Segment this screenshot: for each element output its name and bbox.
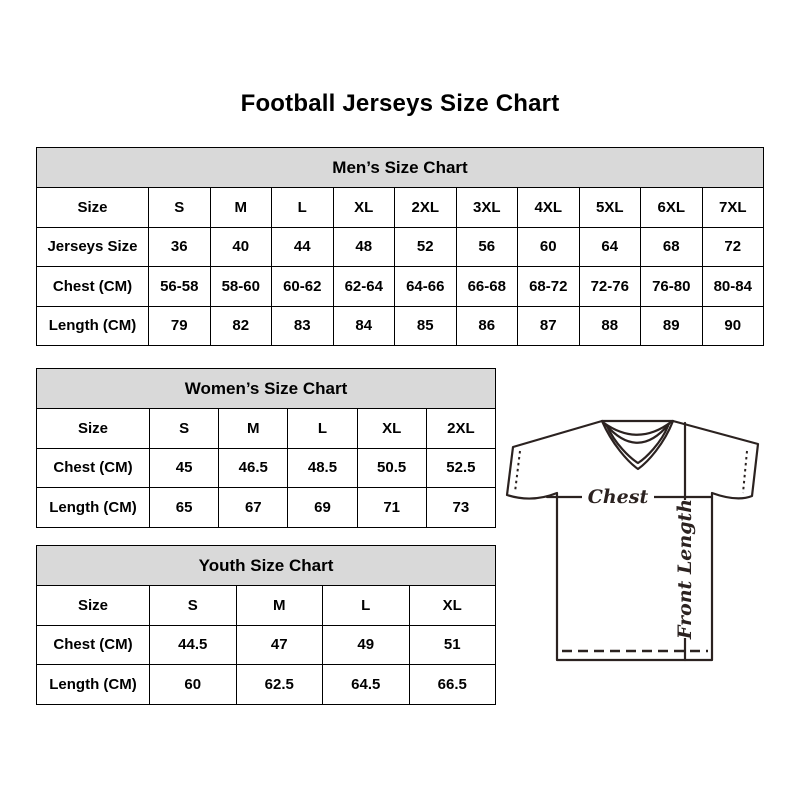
column-header-cell: S xyxy=(150,409,219,449)
table-row xyxy=(37,488,496,528)
value-cell: 40 xyxy=(210,227,272,267)
row-label-cell: Chest (CM) xyxy=(37,625,150,665)
column-header-cell: 2XL xyxy=(426,409,495,449)
table-row xyxy=(37,448,496,488)
womens-size-table xyxy=(36,368,496,528)
value-cell: 65 xyxy=(150,488,219,528)
value-cell: 60-62 xyxy=(272,267,334,307)
value-cell: 66-68 xyxy=(456,267,518,307)
right-cuff-dashed-line xyxy=(743,451,747,493)
column-header-cell: 6XL xyxy=(641,188,703,228)
column-header-cell: 7XL xyxy=(702,188,764,228)
row-label-cell: Length (CM) xyxy=(37,306,149,346)
corner-header-cell: Size xyxy=(37,586,150,626)
table-row xyxy=(37,625,496,665)
column-header-cell: XL xyxy=(409,586,496,626)
value-cell: 64 xyxy=(579,227,641,267)
value-cell: 44 xyxy=(272,227,334,267)
value-cell: 90 xyxy=(702,306,764,346)
chest-label: Chest xyxy=(587,486,649,508)
column-header-cell: M xyxy=(210,188,272,228)
youth-size-table xyxy=(36,545,496,705)
value-cell: 68 xyxy=(641,227,703,267)
value-cell: 71 xyxy=(357,488,426,528)
table-section-title: Men’s Size Chart xyxy=(37,148,764,188)
value-cell: 50.5 xyxy=(357,448,426,488)
column-header-cell: XL xyxy=(357,409,426,449)
value-cell: 60 xyxy=(518,227,580,267)
column-header-cell: S xyxy=(149,188,211,228)
value-cell: 51 xyxy=(409,625,496,665)
value-cell: 45 xyxy=(150,448,219,488)
column-header-cell: 2XL xyxy=(395,188,457,228)
corner-header-cell: Size xyxy=(37,409,150,449)
value-cell: 69 xyxy=(288,488,357,528)
value-cell: 67 xyxy=(219,488,288,528)
value-cell: 68-72 xyxy=(518,267,580,307)
size-table xyxy=(36,147,764,346)
table-row xyxy=(37,227,764,267)
column-header-cell: L xyxy=(288,409,357,449)
page-title: Football Jerseys Size Chart xyxy=(240,90,560,117)
value-cell: 44.5 xyxy=(150,625,237,665)
value-cell: 47 xyxy=(236,625,323,665)
value-cell: 72-76 xyxy=(579,267,641,307)
mens-size-table xyxy=(36,147,764,346)
value-cell: 85 xyxy=(395,306,457,346)
front-length-label: Front Length xyxy=(674,498,696,640)
value-cell: 79 xyxy=(149,306,211,346)
column-header-cell: XL xyxy=(333,188,395,228)
value-cell: 46.5 xyxy=(219,448,288,488)
value-cell: 48 xyxy=(333,227,395,267)
column-header-cell: L xyxy=(272,188,334,228)
value-cell: 72 xyxy=(702,227,764,267)
value-cell: 84 xyxy=(333,306,395,346)
value-cell: 56-58 xyxy=(149,267,211,307)
row-label-cell: Length (CM) xyxy=(37,488,150,528)
value-cell: 56 xyxy=(456,227,518,267)
value-cell: 60 xyxy=(150,665,237,705)
value-cell: 64.5 xyxy=(323,665,410,705)
value-cell: 52 xyxy=(395,227,457,267)
table-row xyxy=(37,267,764,307)
column-header-cell: M xyxy=(219,409,288,449)
value-cell: 89 xyxy=(641,306,703,346)
column-header-cell: L xyxy=(323,586,410,626)
left-cuff-dashed-line xyxy=(515,451,520,492)
value-cell: 87 xyxy=(518,306,580,346)
column-header-cell: S xyxy=(150,586,237,626)
jersey-body-outline xyxy=(507,421,758,660)
table-row xyxy=(37,665,496,705)
value-cell: 88 xyxy=(579,306,641,346)
value-cell: 49 xyxy=(323,625,410,665)
value-cell: 58-60 xyxy=(210,267,272,307)
column-header-cell: M xyxy=(236,586,323,626)
row-label-cell: Chest (CM) xyxy=(37,448,150,488)
value-cell: 82 xyxy=(210,306,272,346)
row-label-cell: Jerseys Size xyxy=(37,227,149,267)
row-label-cell: Length (CM) xyxy=(37,665,150,705)
value-cell: 36 xyxy=(149,227,211,267)
value-cell: 62.5 xyxy=(236,665,323,705)
column-header-cell: 3XL xyxy=(456,188,518,228)
value-cell: 76-80 xyxy=(641,267,703,307)
value-cell: 86 xyxy=(456,306,518,346)
value-cell: 73 xyxy=(426,488,495,528)
value-cell: 52.5 xyxy=(426,448,495,488)
size-table xyxy=(36,545,496,705)
value-cell: 80-84 xyxy=(702,267,764,307)
column-header-cell: 5XL xyxy=(579,188,641,228)
corner-header-cell: Size xyxy=(37,188,149,228)
table-row xyxy=(37,306,764,346)
value-cell: 83 xyxy=(272,306,334,346)
value-cell: 66.5 xyxy=(409,665,496,705)
table-section-title: Youth Size Chart xyxy=(37,546,496,586)
column-header-cell: 4XL xyxy=(518,188,580,228)
row-label-cell: Chest (CM) xyxy=(37,267,149,307)
size-table xyxy=(36,368,496,528)
value-cell: 62-64 xyxy=(333,267,395,307)
value-cell: 64-66 xyxy=(395,267,457,307)
table-section-title: Women’s Size Chart xyxy=(37,369,496,409)
value-cell: 48.5 xyxy=(288,448,357,488)
jersey-measurement-diagram xyxy=(500,400,770,680)
